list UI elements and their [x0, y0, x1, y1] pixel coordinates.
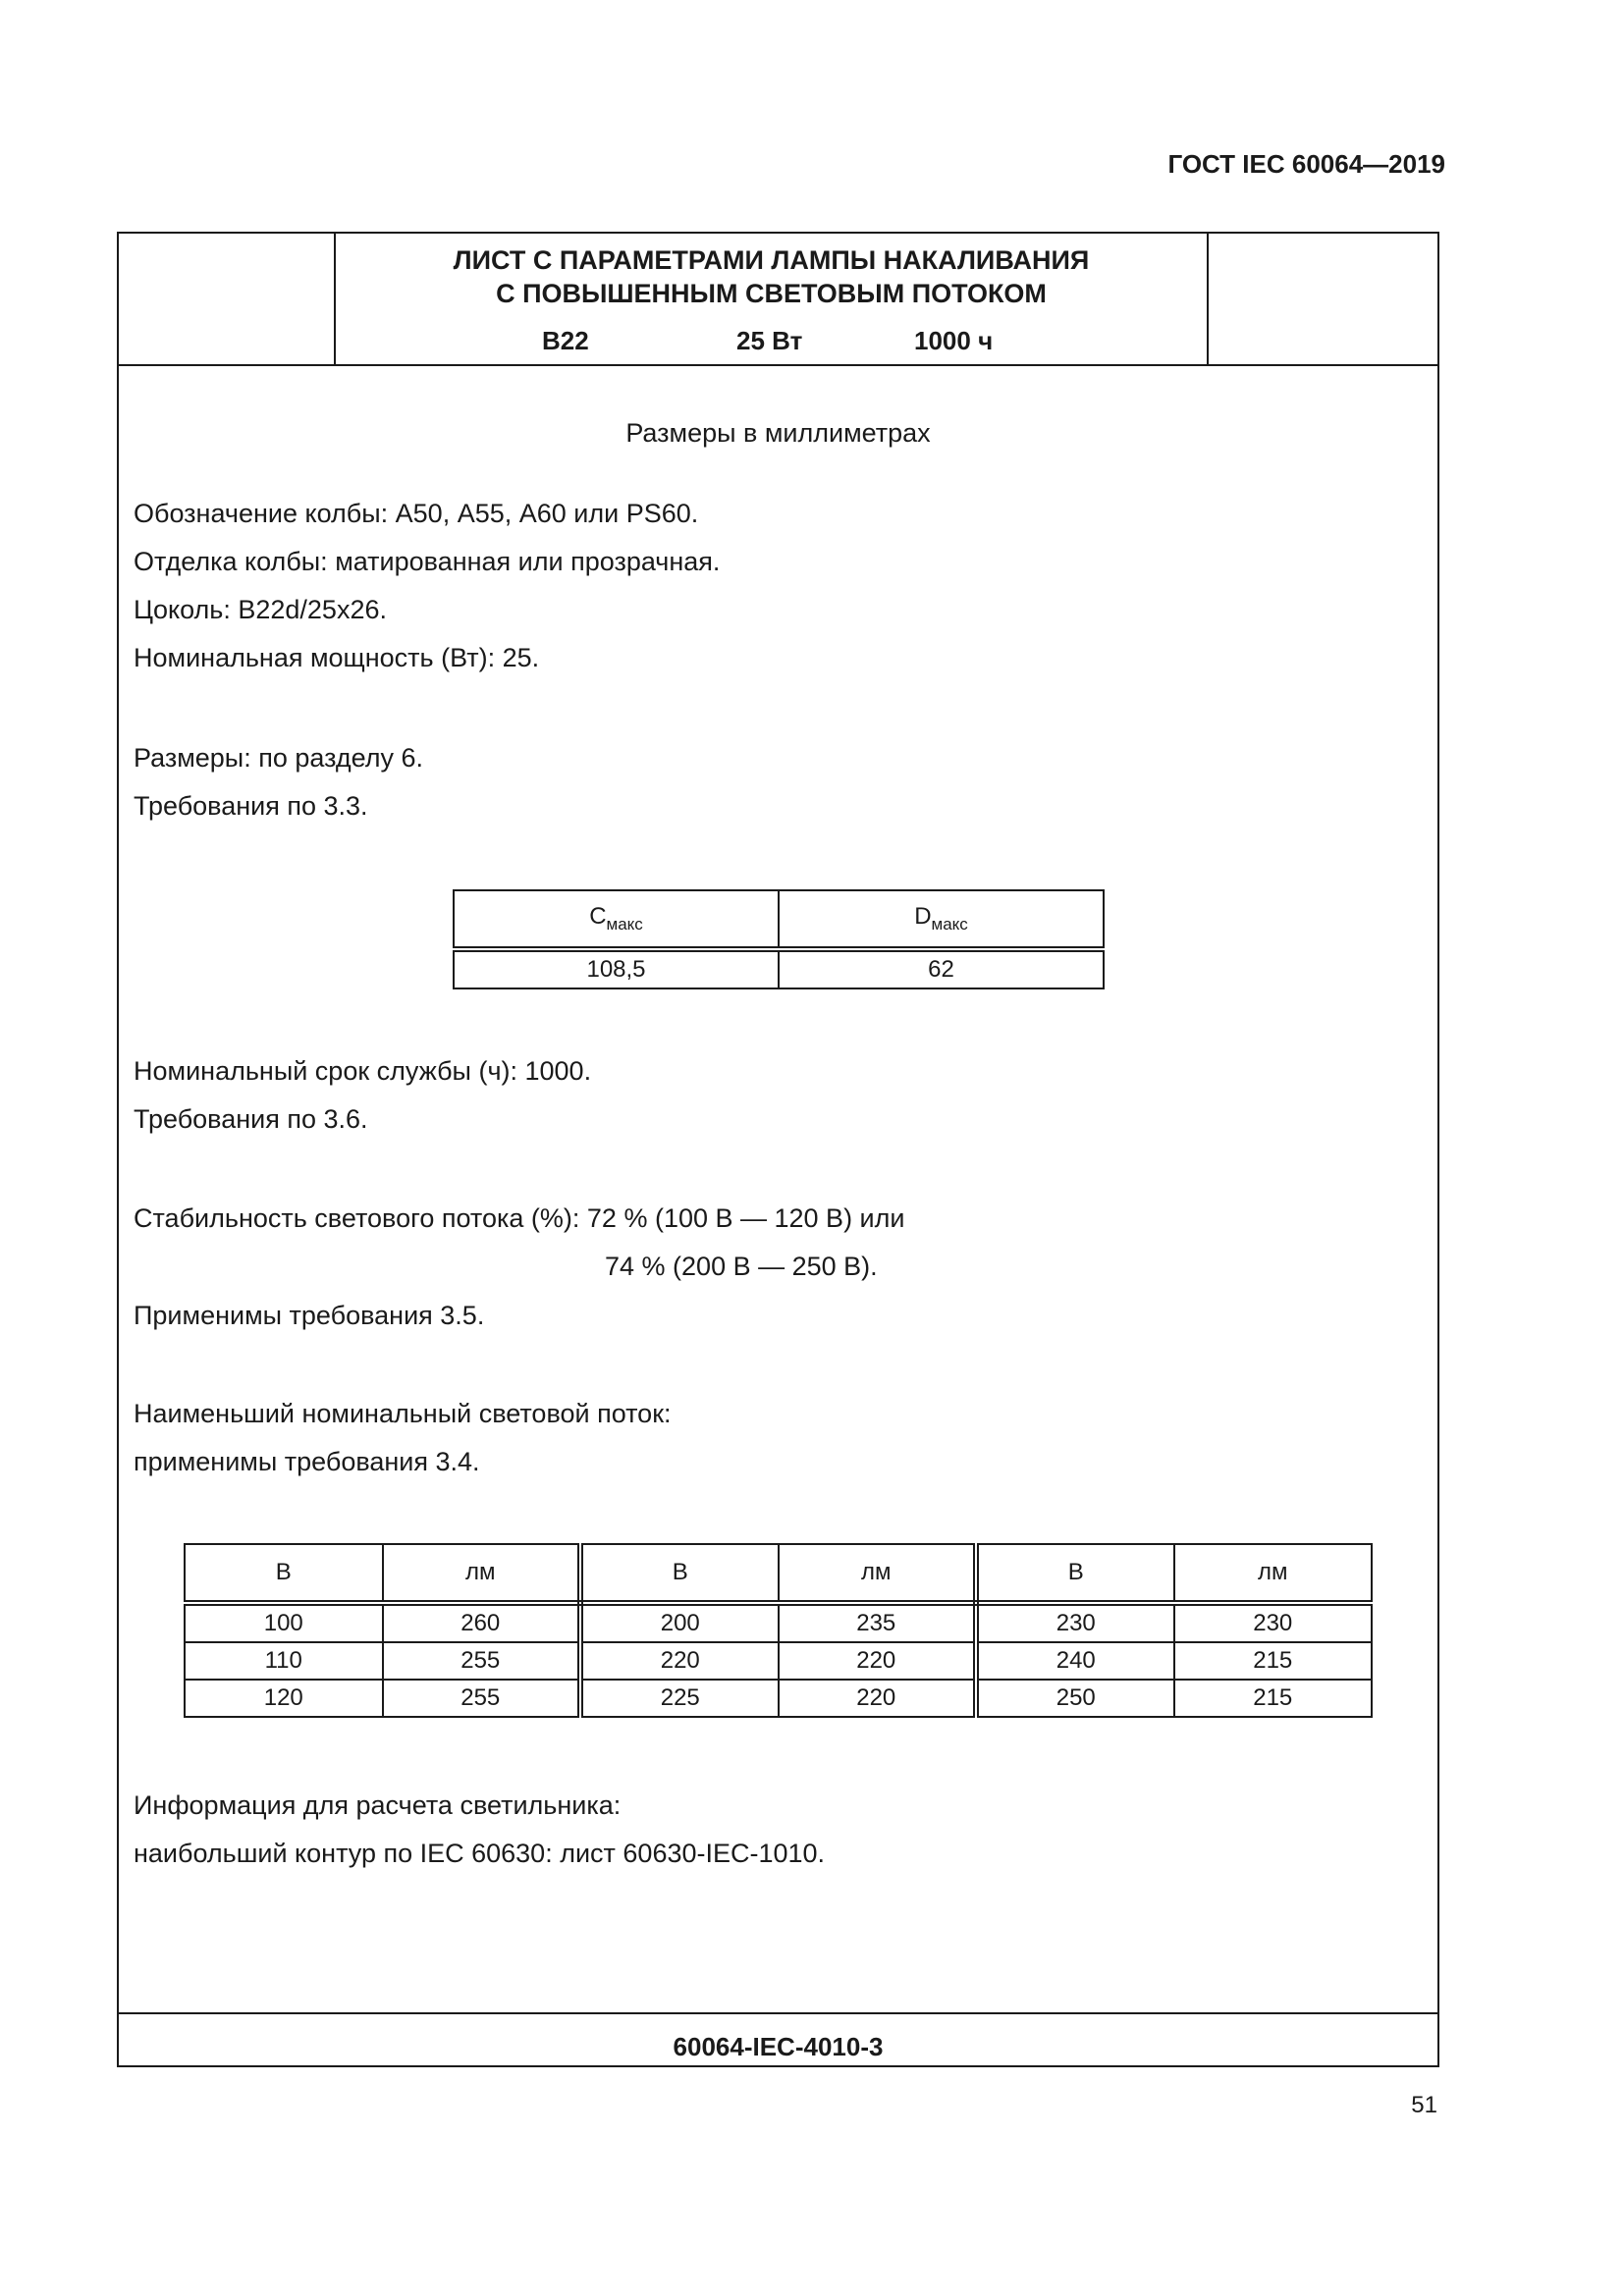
- table-cell: 220: [580, 1642, 779, 1680]
- table-cell: 260: [383, 1603, 581, 1642]
- table-cell: 255: [383, 1642, 581, 1680]
- c-max-header: $C_{макс}$: [454, 890, 779, 949]
- table-cell: 230: [1174, 1603, 1373, 1642]
- flux-header-cell: В: [976, 1544, 1174, 1603]
- flux-header-cell: В: [185, 1544, 383, 1603]
- header-right-cell-border: [1207, 232, 1209, 366]
- units-note: Размеры в миллиметрах: [625, 418, 931, 448]
- table-cell: 220: [779, 1642, 977, 1680]
- table-cell: 220: [779, 1680, 977, 1717]
- flux-header-cell: В: [580, 1544, 779, 1603]
- flux-header-cell: лм: [383, 1544, 581, 1603]
- sheet-power: 25 Вт: [736, 326, 803, 355]
- header-divider: [117, 364, 1439, 366]
- table-cell: 120: [185, 1680, 383, 1717]
- footer-divider: [117, 2012, 1439, 2014]
- dimension-table: [453, 889, 1105, 989]
- d-max-value: 62: [779, 949, 1104, 988]
- sheet-title-line1: ЛИСТ С ПАРАМЕТРАМИ ЛАМПЫ НАКАЛИВАНИЯ: [453, 245, 1090, 275]
- flux-stability-line1: Стабильность светового потока (%): 72 % (100 В — 120 В) или: [134, 1203, 905, 1233]
- table-cell: 100: [185, 1603, 383, 1642]
- table-cell: 240: [976, 1642, 1174, 1680]
- flux-header-cell: лм: [779, 1544, 977, 1603]
- standard-code: ГОСТ IEC 60064—2019: [1167, 149, 1445, 179]
- min-flux-line: Наименьший номинальный световой поток:: [134, 1399, 672, 1428]
- req-3-3: Требования по 3.3.: [134, 791, 368, 821]
- dimensions-line: Размеры: по разделу 6.: [134, 743, 424, 773]
- table-cell: 215: [1174, 1680, 1373, 1717]
- page-number: 51: [1411, 2092, 1437, 2118]
- req-3-5: Применимы требования 3.5.: [134, 1301, 485, 1330]
- flux-table: [184, 1543, 1373, 1718]
- table-cell: 235: [779, 1603, 977, 1642]
- flux-header-cell: лм: [1174, 1544, 1373, 1603]
- sheet-title-line2: С ПОВЫШЕННЫМ СВЕТОВЫМ ПОТОКОМ: [496, 279, 1047, 308]
- table-cell: 250: [976, 1680, 1174, 1717]
- table-row: [185, 1603, 1372, 1642]
- rated-power: Номинальная мощность (Вт): 25.: [134, 643, 540, 672]
- table-cell: 230: [976, 1603, 1174, 1642]
- c-max-value: 108,5: [454, 949, 779, 988]
- table-row: [185, 1642, 1372, 1680]
- bulb-designation: Обозначение колбы: А50, А55, А60 или PS60.: [134, 499, 699, 528]
- max-outline: наибольший контур по IEC 60630: лист 60630-IEC-1010.: [134, 1839, 826, 1868]
- req-3-6: Требования по 3.6.: [134, 1104, 368, 1134]
- table-cell: 225: [580, 1680, 779, 1717]
- req-3-4: применимы требования 3.4.: [134, 1447, 480, 1476]
- table-cell: 215: [1174, 1642, 1373, 1680]
- flux-stability-line2: 74 % (200 В — 250 В).: [605, 1252, 878, 1281]
- d-max-header: $D_{макс}$: [779, 890, 1104, 949]
- sheet-cap: B22: [542, 326, 589, 355]
- bulb-finish: Отделка колбы: матированная или прозрачная.: [134, 547, 721, 576]
- luminaire-info: Информация для расчета светильника:: [134, 1790, 622, 1820]
- sheet-life: 1000 ч: [914, 326, 994, 355]
- table-cell: 110: [185, 1642, 383, 1680]
- table-cell: 200: [580, 1603, 779, 1642]
- table-row: [185, 1680, 1372, 1717]
- rated-life: Номинальный срок службы (ч): 1000.: [134, 1056, 592, 1086]
- table-cell: 255: [383, 1680, 581, 1717]
- sheet-code: 60064-IEC-4010-3: [673, 2032, 884, 2061]
- cap-line: Цоколь: B22d/25x26.: [134, 595, 387, 624]
